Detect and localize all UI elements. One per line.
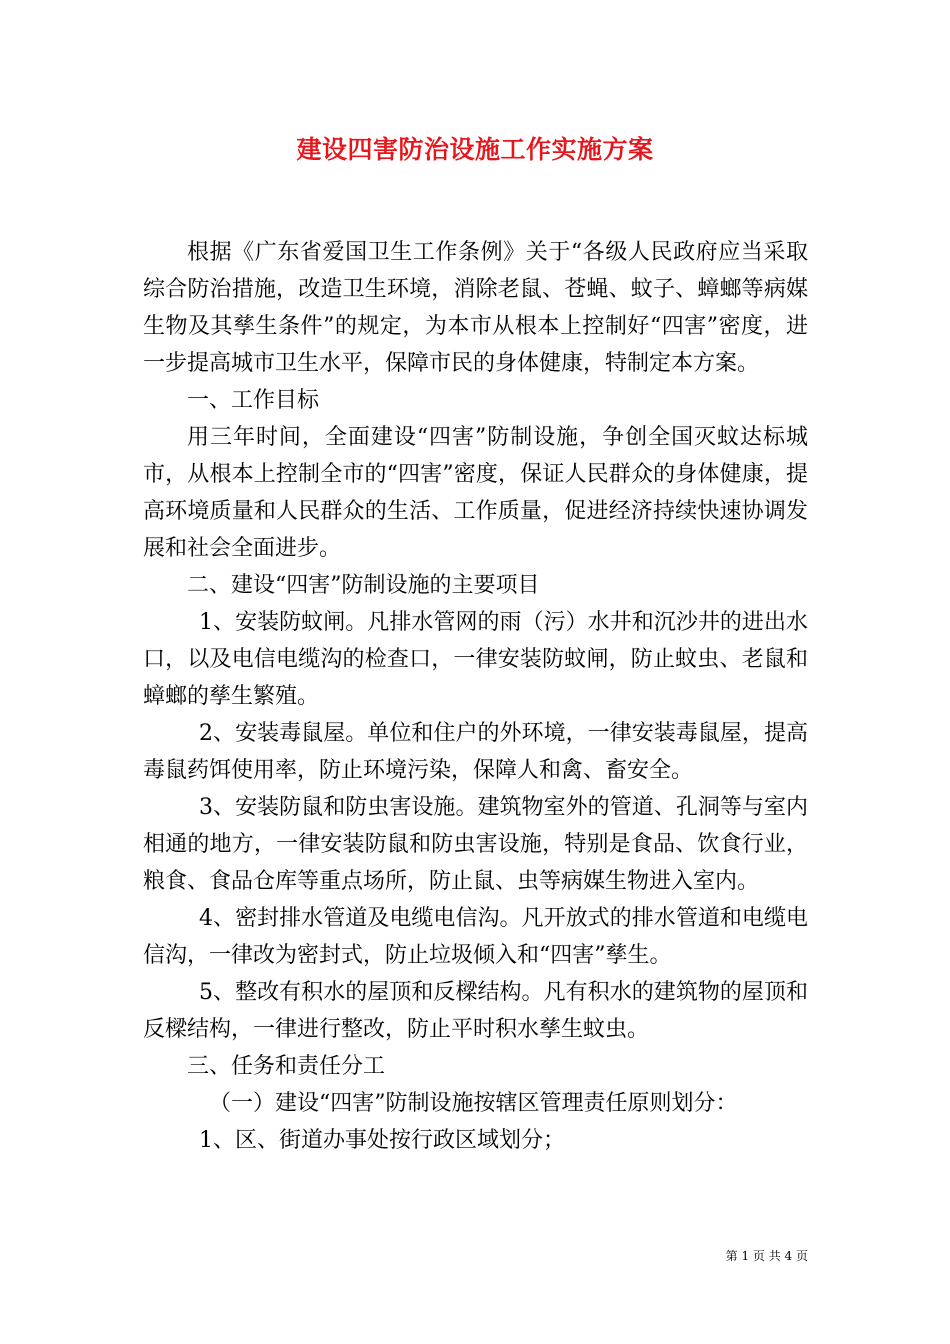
paragraph-item-2: 2、安装毒鼠屋。单位和住户的外环境，一律安装毒鼠屋，提高毒鼠药饵使用率，防止环境污染，保障人和禽、畜安全。 [143, 721, 808, 783]
paragraph-subsection-1: （一）建设“四害”防制设施按辖区管理责任原则划分： [209, 1091, 738, 1116]
paragraph-item-5: 5、整改有积水的屋顶和反樑结构。凡有积水的建筑物的屋顶和反樑结构，一律进行整改，防止平时积水孳生蚊虫。 [143, 980, 808, 1042]
paragraph-item-1: 1、安装防蚊闸。凡排水管网的雨（污）水井和沉沙井的进出水口，以及电信电缆沟的检查口，一律安装防蚊闸，防止蚊虫、老鼠和蟑螂的孳生繁殖。 [143, 610, 808, 709]
paragraph-district-division: 1、区、街道办事处按行政区域划分； [199, 1128, 565, 1153]
heading-main-projects: 二、建设“四害”防制设施的主要项目 [187, 573, 540, 598]
document-body [143, 234, 808, 1159]
heading-work-goal: 一、工作目标 [187, 388, 320, 413]
paragraph-work-goal: 用三年时间，全面建设“四害”防制设施，争创全国灭蚊达标城市，从根本上控制全市的“四害”密度，保证人民群众的身体健康，提高环境质量和人民群众的生活、工作质量，促进经济持续快速协调发展和社会全面进步。 [143, 425, 808, 561]
paragraph-item-4: 4、密封排水管道及电缆电信沟。凡开放式的排水管道和电缆电信沟，一律改为密封式，防止垃圾倾入和“四害”孳生。 [143, 906, 808, 968]
paragraph-item-3: 3、安装防鼠和防虫害设施。建筑物室外的管道、孔洞等与室内相通的地方，一律安装防鼠和防虫害设施，特别是食品、饮食行业，粮食、食品仓库等重点场所，防止鼠、虫等病媒生物进入室内。 [143, 795, 808, 894]
page-number-footer: 第 1 页 共 4 页 [725, 1249, 808, 1263]
paragraph-intro: 根据《广东省爱国卫生工作条例》关于“各级人民政府应当采取综合防治措施，改造卫生环境，消除老鼠、苍蝇、蚊子、蟑螂等病媒生物及其孳生条件”的规定，为本市从根本上控制好“四害”密度，进一步提高城市卫生水平，保障市民的身体健康，特制定本方案。 [143, 240, 808, 376]
document-title: 建设四害防治设施工作实施方案 [296, 135, 654, 164]
heading-tasks-responsibilities: 三、任务和责任分工 [187, 1054, 386, 1079]
